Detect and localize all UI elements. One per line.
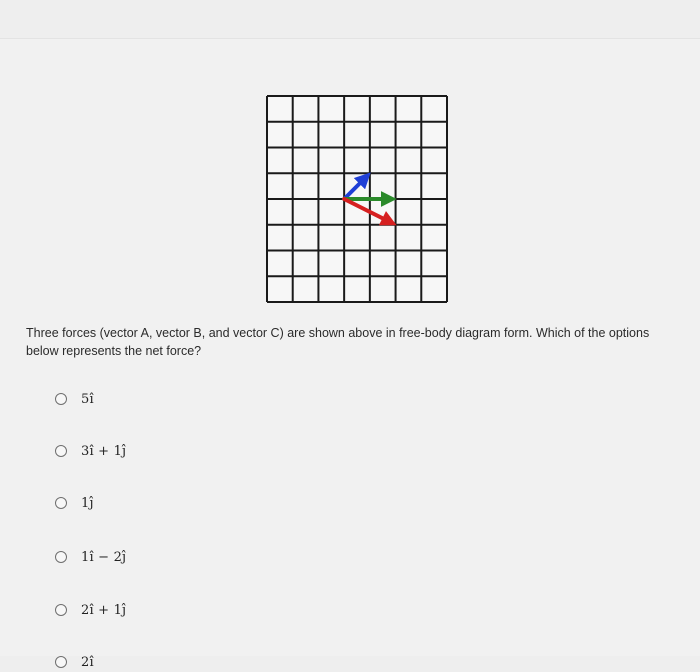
option-label: 2î + 1ĵ bbox=[81, 602, 127, 618]
option-6[interactable] bbox=[55, 652, 94, 672]
question-card bbox=[0, 38, 700, 670]
option-5[interactable] bbox=[55, 600, 126, 620]
radio-button[interactable] bbox=[55, 393, 67, 405]
free-body-diagram bbox=[266, 95, 448, 303]
option-label: 3î + 1ĵ bbox=[81, 443, 127, 459]
radio-button[interactable] bbox=[55, 551, 67, 563]
option-label: 5î bbox=[81, 391, 94, 407]
option-2[interactable] bbox=[55, 441, 126, 461]
option-label: 2î bbox=[81, 654, 94, 670]
radio-button[interactable] bbox=[55, 656, 67, 668]
radio-button[interactable] bbox=[55, 497, 67, 509]
option-label: 1î − 2ĵ bbox=[81, 549, 127, 565]
radio-button[interactable] bbox=[55, 604, 67, 616]
question-text: Three forces (vector A, vector B, and vector C) are shown above in free-body diagram form. Which of the options below represents the net force? bbox=[26, 326, 650, 358]
option-label: 1ĵ bbox=[81, 495, 94, 511]
option-1[interactable] bbox=[55, 389, 94, 409]
option-4[interactable] bbox=[55, 547, 126, 567]
option-3[interactable] bbox=[55, 493, 94, 513]
radio-button[interactable] bbox=[55, 445, 67, 457]
